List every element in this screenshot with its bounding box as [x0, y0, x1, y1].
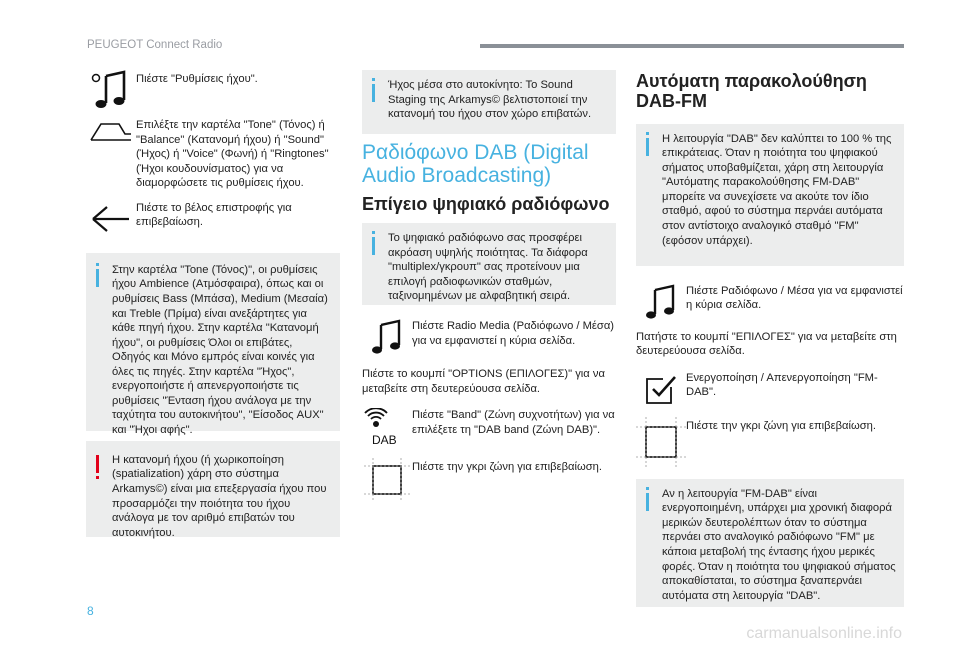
info-note-fm-dab-delay [636, 479, 904, 607]
warning-text: Η κατανομή ήχου (ή χωρικοποίηση (spatialization) χάρη στο σύστημα Arkamys©) είναι μια επεξεργασία ήχου που προσαρμόζει την ποιότητα του ήχου ανάλογα με τον αριθμό επιβατών του αυτοκινήτου. [112, 453, 327, 539]
step-radio-media [362, 319, 616, 355]
page-number: 8 [87, 604, 94, 618]
info-icon [646, 493, 649, 511]
grey-zone-icon [636, 417, 686, 467]
step-text: Πιέστε "Ρυθμίσεις ήχου". [136, 73, 258, 85]
info-text: Στην καρτέλα "Tone (Τόνος)", οι ρυθμίσεις ήχου Ambience (Ατμόσφαιρα), όπως και οι ρυθμίσεις Bass (Μπάσα), Medium (Μεσαία) και Treble (Πρίμα) είναι ανεξάρτητες για κάθε πηγή ήχου. Στην καρτέλα "Κατανομή ήχου", οι ρυθμίσεις Όλοι οι επιβάτες, Οδηγός και Μόνο εμπρός είναι κοινές για όλες τις πηγές. Στην καρτέλα "Ήχος", ενεργοποιήστε ή απενεργοποιήστε τις ρυθμίσεις "Ένταση ήχου ανάλογα με την ταχύτητα του αυτοκινήτου", "Είσοδος AUX" και "Ήχοι αφής". [112, 263, 328, 436]
dab-label: DAB [372, 433, 397, 447]
step-text: Ενεργοποίηση / Απενεργοποίηση "FM-DAB". [686, 371, 878, 399]
step-text: Πιέστε Radio Media (Ραδιόφωνο / Μέσα) για να εμφανιστεί η κύρια σελίδα. [412, 320, 615, 347]
step-options: Πιέστε το κουμπί "OPTIONS (ΕΠΙΛΟΓΕΣ)" για να μεταβείτε στη δευτερεύουσα σελίδα. [362, 368, 605, 395]
music-settings-icon [86, 70, 136, 110]
info-icon [646, 138, 649, 156]
section-title-dab-fm: Αυτόματη παρακολούθηση DAB-FM [636, 71, 867, 111]
dab-signal-icon [362, 408, 412, 446]
tabs-icon [86, 118, 136, 144]
info-note-dab-coverage [636, 124, 904, 266]
warning-icon [96, 455, 99, 473]
info-icon [372, 237, 375, 255]
step-text: Πιέστε το βέλος επιστροφής για επιβεβαίωση. [136, 201, 292, 229]
step-choose-tab [86, 118, 340, 191]
info-text: Η λειτουργία "DAB" δεν καλύπτει το 100 % της επικράτειας. Όταν η ποιότητα του ψηφιακού σήματος υποβαθμίζεται, χάρη στη λειτουργία "Αυτόματης παρακολούθησης FM-DAB" μπορείτε να συνεχίσετε να ακούτε τον ίδιο σταθμό, αφού το σύστημα περνάει αυτόματα στον αντίστοιχο αναλογικό σταθμό "FM" (εφόσον υπάρχει). [662, 132, 892, 247]
column-3 [636, 70, 904, 607]
step-text: Πιέστε την γκρι ζώνη για επιβεβαίωση. [686, 419, 876, 432]
step-toggle-fm-dab [636, 371, 904, 407]
warning-note-spatialization [86, 441, 340, 537]
music-note-icon [362, 319, 412, 355]
info-text: Ήχος μέσα στο αυτοκίνητο: Το Sound Staging της Arkamys© βελτιστοποιεί την κατανομή του ήχου στον χώρο επιβατών. [388, 79, 592, 121]
column-1 [86, 70, 340, 537]
music-note-icon [636, 284, 686, 320]
subsection-title: Επίγειο ψηφιακό ραδιόφωνο [362, 194, 610, 215]
section-title-dab: Ραδιόφωνο DAB (Digital Audio Broadcasting) [362, 141, 589, 187]
checkbox-icon [636, 371, 686, 407]
info-note-tone [86, 253, 340, 436]
column-2 [362, 70, 616, 502]
info-icon [372, 84, 375, 102]
step-back [86, 199, 340, 239]
header-rule [480, 44, 904, 48]
step-band [362, 408, 616, 446]
step-text: Επιλέξτε την καρτέλα "Tone" (Τόνος) ή "Balance" (Κατανομή ήχου) ή "Sound" (Ήχος) ή "Voice" (Φωνή) ή "Ringtones" (Ήχοι κουδουνίσματος) για να διαμορφώσετε τις ρυθμίσεις ήχου. [136, 119, 329, 190]
step-radio-media [636, 284, 904, 320]
step-sound-settings [86, 70, 340, 110]
back-arrow-icon [86, 199, 136, 239]
step-text: Πιέστε την γκρι ζώνη για επιβεβαίωση. [412, 461, 602, 474]
info-note-digital-radio [362, 223, 616, 305]
step-grey-zone [362, 458, 616, 502]
watermark: carmanualsonline.info [746, 625, 902, 643]
step-text: Πιέστε Ραδιόφωνο / Μέσα για να εμφανιστεί η κύρια σελίδα. [686, 284, 903, 312]
info-text: Αν η λειτουργία "FM-DAB" είναι ενεργοποιημένη, υπάρχει μια χρονική διαφορά μερικών δευτερολέπτων όταν το σύστημα περνάει στο αναλογικό ραδιόφωνο "FM" με κάποια μεταβολή της έντασης ήχου μερικές φορές. Όταν η ποιότητα του ψηφιακού σήματος αποκαθίσταται, το σύστημα ξαναπερνάει αυτόματα στη λειτουργία "DAB". [662, 487, 896, 602]
info-note-sound-staging [362, 70, 616, 134]
step-text: Πιέστε "Band" (Ζώνη συχνοτήτων) για να επιλέξετε τη "DAB band (Ζώνη DAB)". [412, 409, 615, 436]
info-icon [96, 269, 99, 287]
grey-zone-icon [362, 458, 412, 502]
step-options: Πατήστε το κουμπί "ΕΠΙΛΟΓΕΣ" για να μεταβείτε στη δευτερεύουσα σελίδα. [636, 330, 897, 358]
manual-header-title: PEUGEOT Connect Radio [87, 39, 223, 51]
info-text: Το ψηφιακό ραδιόφωνο σας προσφέρει ακρόαση υψηλής ποιότητας. Τα διάφορα "multiplex/γκρουπ" σας προτείνουν μια επιλογή ραδιοφωνικών σταθμών, ταξινομημένων με αλφαβητική σειρά. [388, 232, 588, 303]
step-grey-zone [636, 417, 904, 467]
